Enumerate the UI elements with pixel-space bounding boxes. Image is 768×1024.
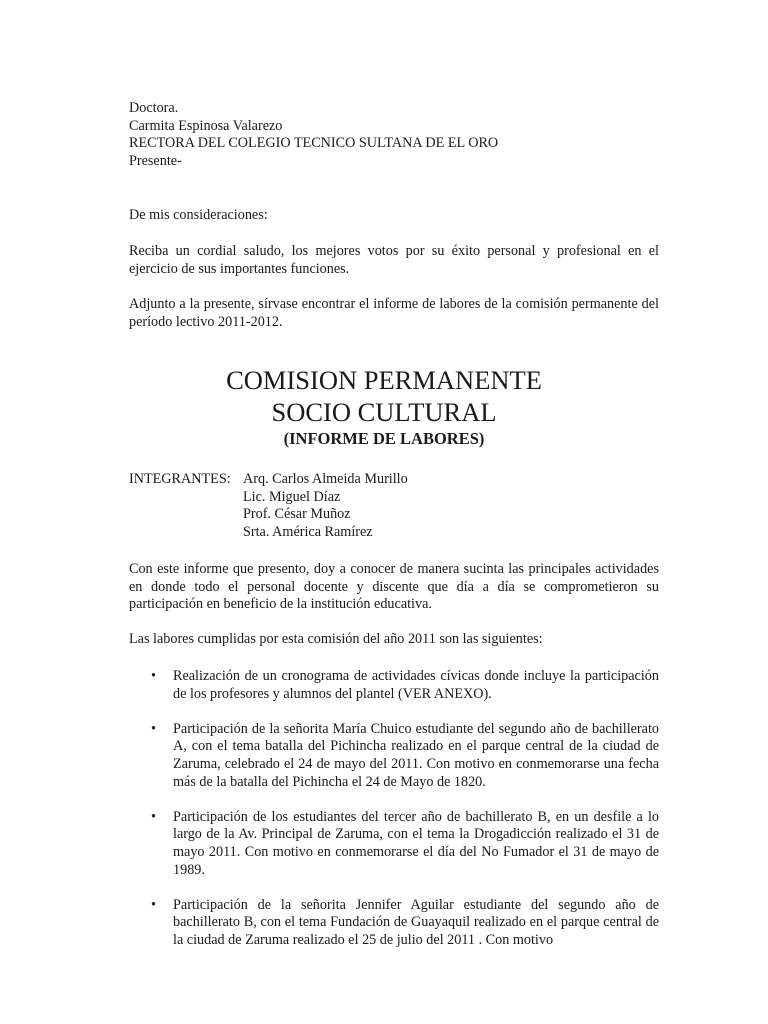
recipient-title: Doctora. (129, 100, 179, 116)
bullet-icon: • (151, 896, 156, 913)
activity-text: Realización de un cronograma de actividades cívicas donde incluye la participación de los profesores y alumnos del plantel (VER ANEXO). (173, 668, 659, 702)
list-item (129, 668, 659, 703)
list-item (129, 721, 659, 791)
activities-list (129, 668, 659, 967)
member-name: Lic. Miguel Díaz (243, 488, 341, 505)
report-title-line2: SOCIO CULTURAL (271, 397, 497, 427)
member-name: Srta. América Ramírez (243, 523, 373, 540)
list-item (129, 897, 659, 950)
bullet-icon: • (151, 720, 156, 737)
report-subtitle: (INFORME DE LABORES) (283, 429, 485, 448)
activity-text: Participación de la señorita María Chuico estudiante del segundo año de bachillerato A, con el tema batalla del Pichincha realizado en el parque central de la ciudad de Zaruma, celebrado el 24 de mayo del 2011. Con motivo en conmemorarse una fecha más de la batalla del Pichincha el 24 de Mayo de 1820. (173, 720, 659, 790)
report-title-line1: COMISION PERMANENTE (226, 365, 542, 395)
recipient-address (129, 100, 659, 170)
member-row (129, 489, 659, 507)
greeting-paragraph: Reciba un cordial saludo, los mejores votos por su éxito personal y profesional en el ejercicio de sus importantes funciones. (129, 243, 659, 277)
bullet-icon: • (151, 808, 156, 825)
list-item (129, 809, 659, 879)
member-row (129, 471, 659, 489)
member-row (129, 506, 659, 524)
member-name: Prof. César Muñoz (243, 506, 351, 523)
members-label: INTEGRANTES: (129, 471, 231, 487)
member-row (129, 524, 659, 542)
activity-text: Participación de la señorita Jennifer Aguilar estudiante del segundo año de bachillerato B, con el tema Fundación de Guayaquil realizado en el parque central de la ciudad de Zaruma realizado el 25 de julio del 2011 . Con motivo (173, 896, 659, 948)
recipient-name: Carmita Espinosa Valarezo (129, 117, 283, 134)
member-name: Arq. Carlos Almeida Murillo (243, 471, 408, 487)
members-list (129, 471, 659, 541)
bullet-icon: • (151, 668, 156, 684)
intro-paragraph: Con este informe que presento, doy a conocer de manera sucinta las principales actividades en donde todo el personal docente y discente que día a día se comprometieron su participación en beneficio de la institución educativa. (129, 561, 659, 613)
recipient-presente: Presente- (129, 152, 182, 169)
activity-text: Participación de los estudiantes del tercer año de bachillerato B, en un desfile a lo largo de la Av. Principal de Zaruma, con el tema la Drogadicción realizado el 31 de mayo 2011. Con motivo en conmemorarse el día del No Fumador el 31 de mayo de 1989. (173, 808, 659, 878)
salutation: De mis consideraciones: (129, 207, 268, 223)
list-intro: Las labores cumplidas por esta comisión del año 2011 son las siguientes: (129, 631, 543, 647)
recipient-position: RECTORA DEL COLEGIO TECNICO SULTANA DE EL ORO (129, 135, 499, 152)
attachment-paragraph: Adjunto a la presente, sírvase encontrar el informe de labores de la comisión permanente del período lectivo 2011-2012. (129, 296, 659, 330)
